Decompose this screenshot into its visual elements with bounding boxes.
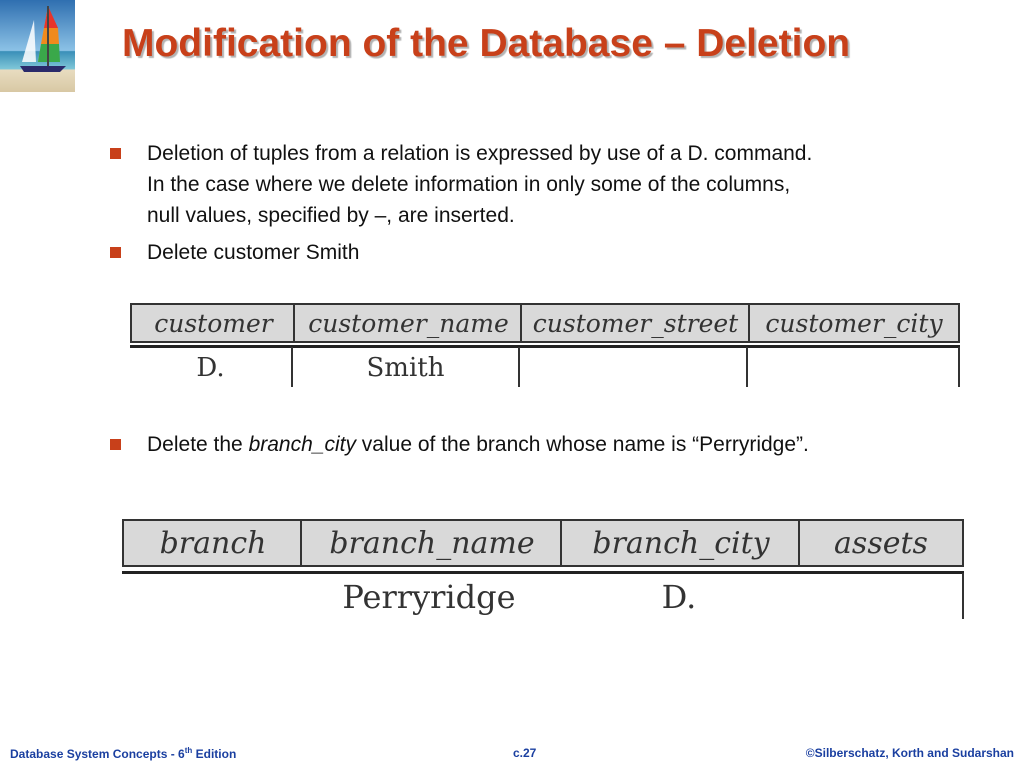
qbe-branch-table — [122, 519, 964, 619]
bullet-text-before: Delete the — [147, 433, 249, 456]
bullet-text-after: value of the branch whose name is “Perryridge”. — [355, 433, 809, 456]
column-header: assets — [798, 521, 962, 565]
column-header: customer — [154, 308, 273, 338]
bullet-text-attribute: branch_city — [248, 433, 356, 456]
bullet-marker — [110, 439, 121, 450]
slide-title: Modification of the Database – Deletion — [122, 22, 851, 65]
bullet-line: null values, specified by –, are inserted. — [147, 204, 515, 227]
table-cell: Perryridge — [342, 578, 516, 616]
bullet-text — [147, 138, 977, 231]
table-cell — [122, 575, 298, 619]
table-cell: D. — [661, 578, 697, 616]
column-header: branch — [159, 525, 267, 561]
bullet-line: In the case where we delete information in only some of the columns, — [147, 173, 791, 196]
bullet-text — [147, 429, 977, 460]
column-divider — [958, 347, 960, 387]
table-header-row — [130, 303, 960, 343]
sailboat-icon — [0, 0, 75, 92]
column-header: branch_city — [560, 521, 800, 565]
column-header: branch_name — [300, 521, 562, 565]
bullet-line: Deletion of tuples from a relation is expressed by use of a D. command. — [147, 142, 813, 165]
table-cell — [748, 349, 958, 387]
footer-page-number: c.27 — [513, 746, 537, 760]
qbe-customer-table — [130, 303, 960, 387]
footer-edition-word: Edition — [192, 747, 237, 761]
table-cell — [798, 575, 962, 619]
footer-book-title-main: Database System Concepts - 6 — [10, 747, 185, 761]
table-divider — [122, 571, 964, 574]
table-divider — [130, 345, 960, 348]
footer-book-title — [10, 746, 236, 761]
footer-edition-suffix: th — [184, 746, 193, 755]
table-cell — [520, 349, 746, 387]
table-cell: D. — [196, 353, 225, 383]
bullet-text: Delete customer Smith — [147, 241, 360, 264]
column-header: customer_city — [748, 305, 958, 341]
bullet-marker — [110, 148, 121, 159]
column-header: customer_street — [520, 305, 749, 341]
table-cell: Smith — [366, 353, 445, 383]
column-divider — [962, 573, 964, 619]
bullet-marker — [110, 247, 121, 258]
table-header-row — [122, 519, 964, 567]
column-header: customer_name — [293, 305, 522, 341]
footer-copyright: ©Silberschatz, Korth and Sudarshan — [805, 746, 1014, 760]
